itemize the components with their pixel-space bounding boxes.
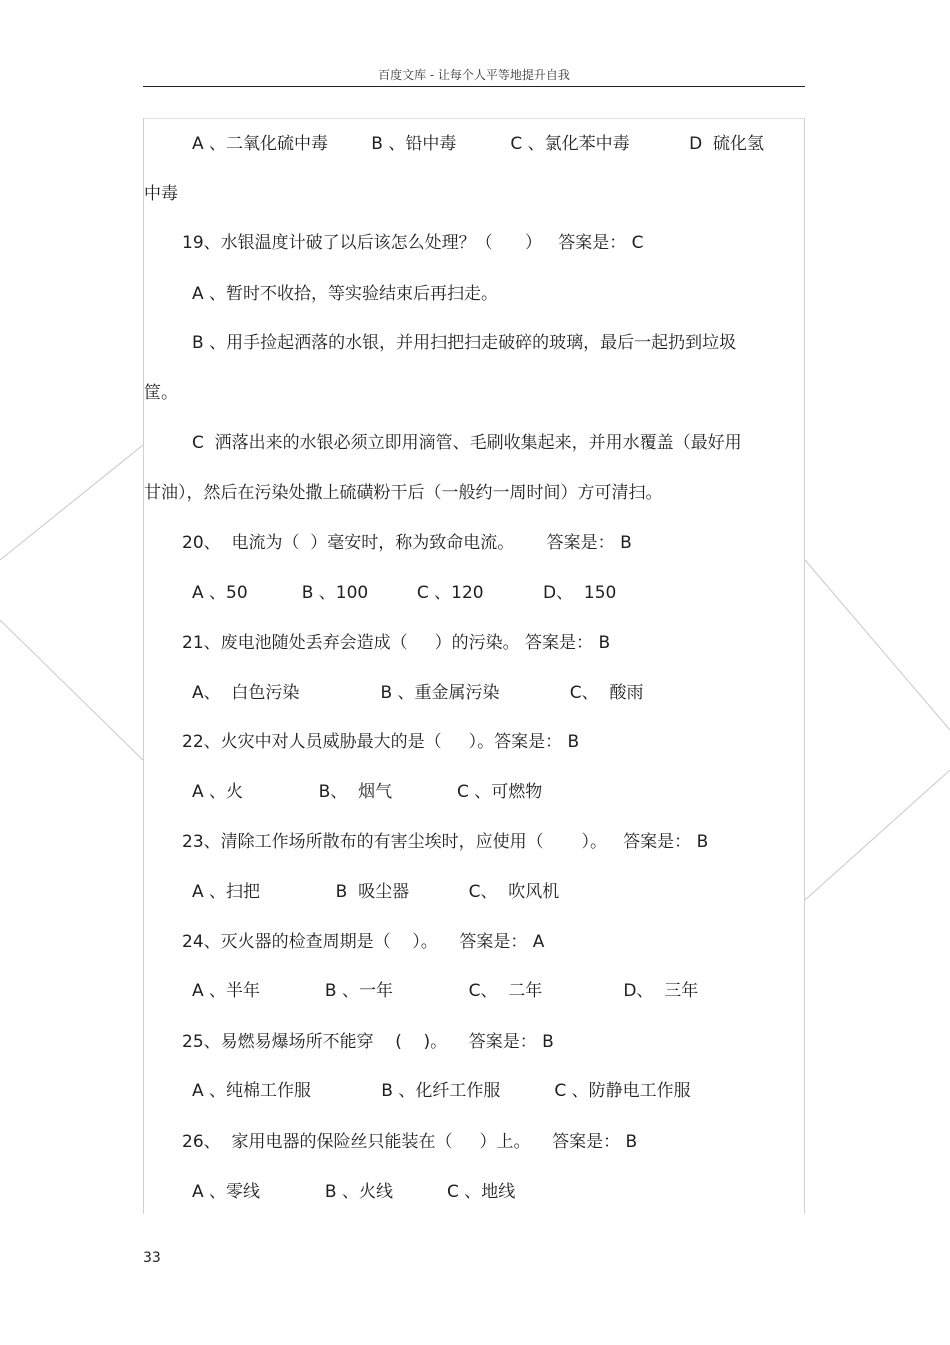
q23-question: 23、清除工作场所散布的有害尘埃时，应使用（ ）。 答案是： B xyxy=(182,832,709,852)
q26-question: 26、 家用电器的保险丝只能装在（ ）上。 答案是： B xyxy=(182,1132,638,1152)
q25-question: 25、易燃易爆场所不能穿 ( )。 答案是： B xyxy=(182,1032,554,1052)
q20-question: 20、 电流为（ ）毫安时，称为致命电流。 答案是： B xyxy=(182,533,632,553)
q22-question: 22、火灾中对人员威胁最大的是（ ）。答案是： B xyxy=(182,732,580,752)
q24-options: A 、半年 B 、一年 C、 二年 D、 三年 xyxy=(192,981,699,1001)
q19-question: 19、水银温度计破了以后该怎么处理？（ ） 答案是： C xyxy=(182,233,644,253)
page-header: 百度文库 - 让每个人平等地提升自我 xyxy=(378,68,570,82)
q19-option-b-continued: 筐。 xyxy=(144,383,178,403)
q19-option-c-continued: 甘油），然后在污染处撒上硫磺粉干后（一般约一周时间）方可清扫。 xyxy=(144,483,663,503)
q19-option-b: B 、用手捡起洒落的水银，并用扫把扫走破碎的玻璃，最后一起扔到垃圾 xyxy=(192,333,737,353)
q23-options: A 、扫把 B 吸尘器 C、 吹风机 xyxy=(192,882,560,902)
q19-option-c: C 洒落出来的水银必须立即用滴管、毛刷收集起来，并用水覆盖（最好用 xyxy=(192,433,742,453)
q20-options: A 、50 B 、100 C 、120 D、 150 xyxy=(192,583,617,603)
q25-options: A 、纯棉工作服 B 、化纤工作服 C 、防静电工作服 xyxy=(192,1081,691,1101)
q19-option-a: A 、暂时不收拾，等实验结束后再扫走。 xyxy=(192,284,499,304)
q21-question: 21、废电池随处丢弃会造成（ ）的污染。 答案是： B xyxy=(182,633,611,653)
q22-options: A 、火 B、 烟气 C 、可燃物 xyxy=(192,782,543,802)
q24-question: 24、灭火器的检查周期是（ ）。 答案是： A xyxy=(182,932,545,952)
q21-options: A、 白色污染 B 、重金属污染 C、 酸雨 xyxy=(192,683,644,703)
q18-options-continued: 中毒 xyxy=(144,184,178,204)
page-number: 33 xyxy=(143,1250,161,1266)
q18-options: A 、二氧化硫中毒 B 、铅中毒 C 、氯化苯中毒 D 硫化氢 xyxy=(192,134,764,154)
q26-options: A 、零线 B 、火线 C 、地线 xyxy=(192,1182,516,1202)
header-divider xyxy=(143,86,805,87)
